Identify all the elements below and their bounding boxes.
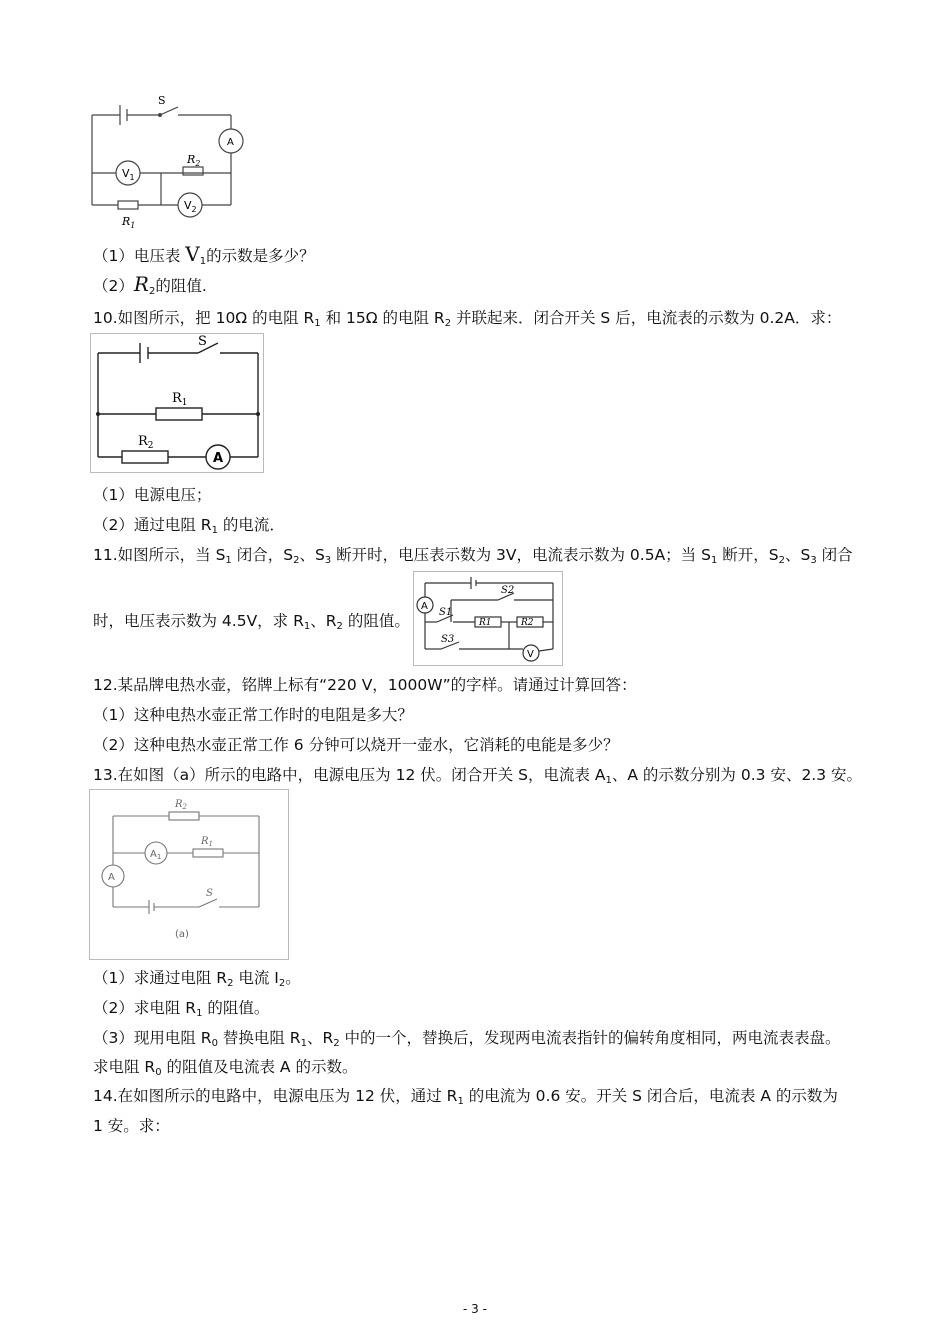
a1-label: A <box>150 849 157 860</box>
page-number: - 3 - <box>463 1302 487 1316</box>
ammeter-label: A <box>108 872 115 883</box>
q13-question: 13.在如图（a）所示的电路中，电源电压为 12 伏。闭合开关 S，电流表 $A_1$、A 的示数分别为 0.3 安、2.3 安。 <box>93 766 863 786</box>
r1-label-sub: 1 <box>181 398 188 408</box>
r1-label-sub: 1 <box>130 221 136 230</box>
v2-label: V <box>184 199 192 212</box>
figure-q10-circuit <box>90 333 264 473</box>
figure-caption: (a) <box>175 929 189 940</box>
figure-q11-circuit <box>413 571 563 666</box>
ammeter-label: A <box>213 451 224 466</box>
q14-question-line-1: 14.在如图所示的电路中，电源电压为 12 伏，通过 $R_1$ 的电流为 0.6 安。开关 S 闭合后，电流表 A 的示数为 <box>93 1087 838 1107</box>
r2-label-sub: 2 <box>182 803 187 811</box>
q9-sub-1: （1）电压表 $V_1$的示数是多少？ <box>93 242 315 267</box>
q13-sub-3: （3）现用电阻 $R_0$ 替换电阻 $R_1$、$R_2$ 中的一个，替换后，发现两电流表指针的偏转角度相同，两电流表表盘。 <box>93 1029 841 1049</box>
r1-label: R1 <box>479 618 492 628</box>
s2-label: S2 <box>501 585 515 596</box>
r2-label: R2 <box>521 618 534 628</box>
svg-text:A1 <box>150 849 161 861</box>
v1-symbol: V <box>185 242 200 266</box>
voltmeter-label: V <box>527 649 534 660</box>
switch-label: S <box>198 334 207 349</box>
svg-text:V2 <box>184 199 197 214</box>
q10-question: 10.如图所示，把 10Ω 的电阻 $R_1$ 和 15Ω 的电阻 $R_2$ 并联起来．闭合开关 S 后，电流表的示数为 0.2A．求： <box>93 309 842 329</box>
s1-label: S1 <box>439 607 453 618</box>
switch-label: S <box>206 888 213 899</box>
q11-question-line-2: 时，电压表示数为 4.5V，求 $R_1$、$R_2$ 的阻值。 <box>93 612 410 632</box>
r2-label-sub: 2 <box>195 159 201 168</box>
q13-sub-1: （1）求通过电阻 $R_2$ 电流 $I_2$。 <box>93 969 301 989</box>
r2-label: R <box>138 434 148 449</box>
r1-label: R <box>201 836 209 847</box>
r1-label: R <box>122 215 131 228</box>
svg-text:R1 <box>172 391 188 408</box>
svg-text:R2 <box>174 799 188 811</box>
a1-label-sub: 1 <box>156 853 162 861</box>
svg-text:R1 <box>200 836 213 848</box>
svg-text:R1 <box>121 215 135 230</box>
r2-symbol: R <box>133 272 149 296</box>
q12-question: 12.某品牌电热水壶，铭牌上标有“220 V，1000W”的字样。请通过计算回答： <box>93 676 637 694</box>
r2-label-sub: 2 <box>147 441 154 451</box>
switch-label: S <box>158 94 166 107</box>
r1-label-sub: 1 <box>208 840 213 848</box>
ammeter-label: A <box>227 137 234 148</box>
q11-question-line-1: 11.如图所示，当 $S_1$ 闭合，$S_2$、$S_3$ 断开时，电压表示数为 3V，电流表示数为 0.5A；当 $S_1$ 断开，$S_2$、$S_3$ 闭合 <box>93 546 853 566</box>
svg-text:V1 <box>122 167 135 182</box>
q12-sub-1: （1）这种电热水壶正常工作时的电阻是多大？ <box>93 706 413 724</box>
figure-q9-circuit <box>86 93 250 233</box>
r1-label: R <box>172 391 182 406</box>
svg-text:R2 <box>138 434 154 451</box>
q10-sub-2: （2）通过电阻 $R_1$ 的电流． <box>93 516 285 536</box>
ammeter-label: A <box>421 601 428 612</box>
figure-q13-circuit <box>89 789 289 960</box>
q12-sub-2: （2）这种电热水壶正常工作 6 分钟可以烧开一壶水，它消耗的电能是多少？ <box>93 736 619 754</box>
v1-label: V <box>122 167 130 180</box>
v2-label-sub: 2 <box>191 205 197 214</box>
q9-sub-2: $(2)R_2$的阻值. <box>93 272 207 297</box>
q10-sub-1: （1）电源电压； <box>93 486 212 504</box>
v1-label-sub: 1 <box>129 173 135 182</box>
s3-label: S3 <box>441 634 455 645</box>
q13-sub-2: （2）求电阻 $R_1$ 的阻值。 <box>93 999 270 1019</box>
r2-label: R <box>187 153 196 166</box>
r2-label: R <box>175 799 183 810</box>
svg-text:R2 <box>186 153 200 168</box>
q13-sub-3-cont: 求电阻 $R_0$ 的阻值及电流表 A 的示数。 <box>93 1058 358 1078</box>
q14-question-line-2: 1 安。求： <box>93 1117 170 1135</box>
